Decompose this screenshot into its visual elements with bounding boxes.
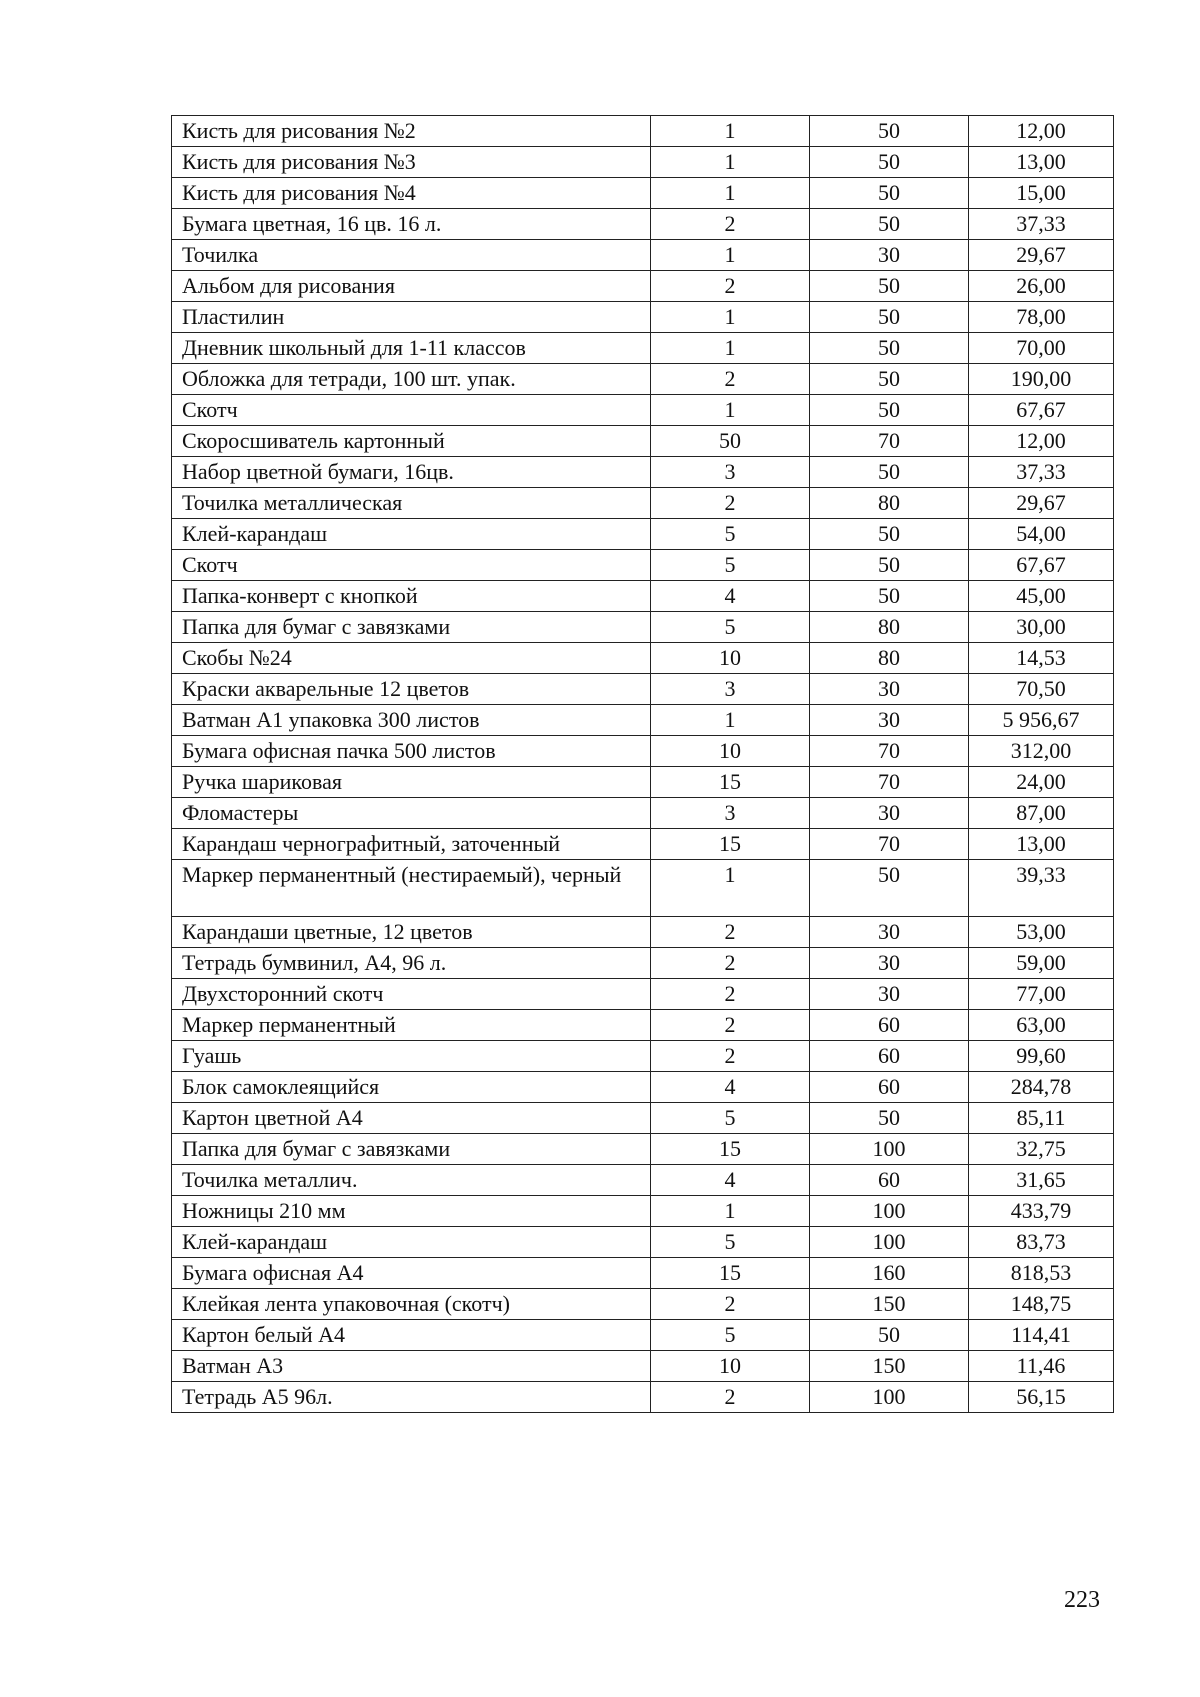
cell-norm: 150 — [810, 1289, 969, 1320]
table-row — [172, 948, 1114, 979]
cell-norm: 160 — [810, 1258, 969, 1289]
cell-quantity: 15 — [651, 767, 810, 798]
cell-item-name: Набор цветной бумаги, 16цв. — [172, 457, 651, 488]
cell-norm: 70 — [810, 736, 969, 767]
cell-norm: 30 — [810, 979, 969, 1010]
cell-price: 67,67 — [969, 550, 1114, 581]
cell-price: 14,53 — [969, 643, 1114, 674]
cell-price: 30,00 — [969, 612, 1114, 643]
cell-item-name: Пластилин — [172, 302, 651, 333]
cell-quantity: 15 — [651, 829, 810, 860]
table-row — [172, 674, 1114, 705]
cell-item-name: Папка для бумаг с завязками — [172, 612, 651, 643]
table-row — [172, 209, 1114, 240]
cell-quantity: 2 — [651, 979, 810, 1010]
table-row — [172, 1289, 1114, 1320]
cell-item-name: Ватман А3 — [172, 1351, 651, 1382]
cell-norm: 60 — [810, 1165, 969, 1196]
cell-price: 99,60 — [969, 1041, 1114, 1072]
cell-price: 32,75 — [969, 1134, 1114, 1165]
table-row — [172, 767, 1114, 798]
cell-item-name: Тетрадь бумвинил, А4, 96 л. — [172, 948, 651, 979]
cell-item-name: Папка-конверт с кнопкой — [172, 581, 651, 612]
cell-quantity: 1 — [651, 860, 810, 917]
cell-quantity: 1 — [651, 178, 810, 209]
cell-norm: 50 — [810, 209, 969, 240]
cell-quantity: 2 — [651, 917, 810, 948]
cell-norm: 50 — [810, 457, 969, 488]
table-row — [172, 364, 1114, 395]
cell-item-name: Точилка — [172, 240, 651, 271]
cell-quantity: 4 — [651, 1072, 810, 1103]
cell-quantity: 2 — [651, 1041, 810, 1072]
cell-item-name: Скотч — [172, 395, 651, 426]
table-row — [172, 426, 1114, 457]
cell-item-name: Карандаши цветные, 12 цветов — [172, 917, 651, 948]
cell-norm: 80 — [810, 488, 969, 519]
table-row — [172, 979, 1114, 1010]
cell-price: 56,15 — [969, 1382, 1114, 1413]
cell-norm: 30 — [810, 798, 969, 829]
cell-norm: 50 — [810, 519, 969, 550]
cell-price: 12,00 — [969, 116, 1114, 147]
table-row — [172, 271, 1114, 302]
cell-norm: 80 — [810, 612, 969, 643]
table-row — [172, 550, 1114, 581]
cell-norm: 50 — [810, 395, 969, 426]
cell-item-name: Дневник школьный для 1-11 классов — [172, 333, 651, 364]
table-row — [172, 581, 1114, 612]
cell-quantity: 2 — [651, 209, 810, 240]
table-row — [172, 860, 1114, 917]
cell-quantity: 50 — [651, 426, 810, 457]
table-row — [172, 917, 1114, 948]
cell-norm: 50 — [810, 147, 969, 178]
cell-norm: 70 — [810, 829, 969, 860]
cell-quantity: 1 — [651, 705, 810, 736]
cell-item-name: Папка для бумаг с завязками — [172, 1134, 651, 1165]
cell-price: 5 956,67 — [969, 705, 1114, 736]
cell-quantity: 1 — [651, 240, 810, 271]
cell-norm: 50 — [810, 1103, 969, 1134]
cell-item-name: Скотч — [172, 550, 651, 581]
cell-quantity: 2 — [651, 271, 810, 302]
cell-price: 70,50 — [969, 674, 1114, 705]
cell-item-name: Бумага офисная пачка 500 листов — [172, 736, 651, 767]
cell-quantity: 2 — [651, 1010, 810, 1041]
cell-item-name: Ножницы 210 мм — [172, 1196, 651, 1227]
cell-item-name: Скоросшиватель картонный — [172, 426, 651, 457]
cell-norm: 60 — [810, 1041, 969, 1072]
cell-item-name: Ручка шариковая — [172, 767, 651, 798]
cell-norm: 50 — [810, 116, 969, 147]
cell-item-name: Клейкая лента упаковочная (скотч) — [172, 1289, 651, 1320]
cell-norm: 30 — [810, 674, 969, 705]
cell-price: 114,41 — [969, 1320, 1114, 1351]
table-row — [172, 1320, 1114, 1351]
table-row — [172, 1010, 1114, 1041]
table-row — [172, 612, 1114, 643]
table-row — [172, 1196, 1114, 1227]
cell-quantity: 4 — [651, 1165, 810, 1196]
cell-item-name: Маркер перманентный — [172, 1010, 651, 1041]
cell-norm: 60 — [810, 1072, 969, 1103]
cell-price: 29,67 — [969, 240, 1114, 271]
cell-norm: 70 — [810, 426, 969, 457]
cell-item-name: Краски акварельные 12 цветов — [172, 674, 651, 705]
cell-price: 63,00 — [969, 1010, 1114, 1041]
table-row — [172, 116, 1114, 147]
cell-quantity: 3 — [651, 674, 810, 705]
cell-price: 312,00 — [969, 736, 1114, 767]
cell-price: 70,00 — [969, 333, 1114, 364]
cell-price: 87,00 — [969, 798, 1114, 829]
cell-item-name: Карандаш чернографитный, заточенный — [172, 829, 651, 860]
cell-quantity: 2 — [651, 948, 810, 979]
cell-price: 24,00 — [969, 767, 1114, 798]
cell-quantity: 15 — [651, 1134, 810, 1165]
cell-price: 15,00 — [969, 178, 1114, 209]
cell-quantity: 4 — [651, 581, 810, 612]
cell-item-name: Скобы №24 — [172, 643, 651, 674]
cell-norm: 50 — [810, 860, 969, 917]
cell-price: 818,53 — [969, 1258, 1114, 1289]
cell-quantity: 1 — [651, 395, 810, 426]
table-row — [172, 1227, 1114, 1258]
cell-norm: 50 — [810, 550, 969, 581]
cell-norm: 50 — [810, 364, 969, 395]
table-row — [172, 178, 1114, 209]
cell-quantity: 3 — [651, 457, 810, 488]
cell-quantity: 5 — [651, 1320, 810, 1351]
table-row — [172, 1258, 1114, 1289]
cell-norm: 100 — [810, 1196, 969, 1227]
table-row — [172, 1103, 1114, 1134]
cell-item-name: Бумага офисная А4 — [172, 1258, 651, 1289]
table-row — [172, 240, 1114, 271]
cell-quantity: 1 — [651, 147, 810, 178]
cell-norm: 50 — [810, 302, 969, 333]
cell-norm: 70 — [810, 767, 969, 798]
cell-price: 59,00 — [969, 948, 1114, 979]
cell-norm: 50 — [810, 271, 969, 302]
cell-norm: 50 — [810, 178, 969, 209]
table-row — [172, 643, 1114, 674]
cell-price: 433,79 — [969, 1196, 1114, 1227]
cell-quantity: 3 — [651, 798, 810, 829]
cell-price: 190,00 — [969, 364, 1114, 395]
cell-price: 39,33 — [969, 860, 1114, 917]
cell-norm: 100 — [810, 1382, 969, 1413]
cell-quantity: 5 — [651, 519, 810, 550]
cell-norm: 30 — [810, 917, 969, 948]
cell-norm: 50 — [810, 333, 969, 364]
cell-norm: 50 — [810, 1320, 969, 1351]
cell-item-name: Гуашь — [172, 1041, 651, 1072]
table-row — [172, 1072, 1114, 1103]
supplies-table — [171, 115, 1114, 1413]
table-row — [172, 1041, 1114, 1072]
cell-item-name: Кисть для рисования №3 — [172, 147, 651, 178]
supplies-table-body — [172, 116, 1114, 1413]
cell-quantity: 1 — [651, 333, 810, 364]
cell-price: 77,00 — [969, 979, 1114, 1010]
cell-item-name: Ватман А1 упаковка 300 листов — [172, 705, 651, 736]
cell-norm: 60 — [810, 1010, 969, 1041]
cell-quantity: 10 — [651, 1351, 810, 1382]
cell-quantity: 5 — [651, 1103, 810, 1134]
cell-price: 53,00 — [969, 917, 1114, 948]
cell-norm: 30 — [810, 240, 969, 271]
cell-item-name: Обложка для тетради, 100 шт. упак. — [172, 364, 651, 395]
cell-item-name: Фломастеры — [172, 798, 651, 829]
cell-quantity: 5 — [651, 550, 810, 581]
cell-price: 148,75 — [969, 1289, 1114, 1320]
cell-item-name: Картон цветной А4 — [172, 1103, 651, 1134]
cell-quantity: 2 — [651, 488, 810, 519]
cell-price: 13,00 — [969, 147, 1114, 178]
cell-quantity: 2 — [651, 1382, 810, 1413]
table-row — [172, 736, 1114, 767]
cell-quantity: 1 — [651, 116, 810, 147]
cell-price: 78,00 — [969, 302, 1114, 333]
cell-price: 11,46 — [969, 1351, 1114, 1382]
cell-price: 284,78 — [969, 1072, 1114, 1103]
cell-quantity: 5 — [651, 1227, 810, 1258]
cell-price: 54,00 — [969, 519, 1114, 550]
cell-price: 37,33 — [969, 457, 1114, 488]
cell-price: 31,65 — [969, 1165, 1114, 1196]
cell-item-name: Кисть для рисования №2 — [172, 116, 651, 147]
table-row — [172, 1134, 1114, 1165]
cell-norm: 30 — [810, 705, 969, 736]
cell-quantity: 2 — [651, 364, 810, 395]
table-row — [172, 798, 1114, 829]
cell-norm: 80 — [810, 643, 969, 674]
cell-price: 67,67 — [969, 395, 1114, 426]
cell-item-name: Маркер перманентный (нестираемый), черный — [172, 860, 651, 917]
table-row — [172, 395, 1114, 426]
cell-price: 13,00 — [969, 829, 1114, 860]
cell-quantity: 15 — [651, 1258, 810, 1289]
cell-price: 83,73 — [969, 1227, 1114, 1258]
cell-price: 37,33 — [969, 209, 1114, 240]
cell-norm: 50 — [810, 581, 969, 612]
cell-quantity: 1 — [651, 302, 810, 333]
cell-quantity: 5 — [651, 612, 810, 643]
cell-item-name: Блок самоклеящийся — [172, 1072, 651, 1103]
table-row — [172, 147, 1114, 178]
cell-norm: 100 — [810, 1134, 969, 1165]
cell-item-name: Картон белый А4 — [172, 1320, 651, 1351]
cell-price: 45,00 — [969, 581, 1114, 612]
cell-price: 85,11 — [969, 1103, 1114, 1134]
table-row — [172, 1165, 1114, 1196]
cell-item-name: Бумага цветная, 16 цв. 16 л. — [172, 209, 651, 240]
cell-item-name: Двухсторонний скотч — [172, 979, 651, 1010]
table-row — [172, 519, 1114, 550]
cell-item-name: Тетрадь А5 96л. — [172, 1382, 651, 1413]
cell-quantity: 1 — [651, 1196, 810, 1227]
table-row — [172, 1382, 1114, 1413]
cell-norm: 150 — [810, 1351, 969, 1382]
cell-quantity: 10 — [651, 736, 810, 767]
cell-item-name: Альбом для рисования — [172, 271, 651, 302]
table-row — [172, 829, 1114, 860]
cell-item-name: Клей-карандаш — [172, 519, 651, 550]
table-row — [172, 1351, 1114, 1382]
table-row — [172, 457, 1114, 488]
table-row — [172, 333, 1114, 364]
cell-quantity: 10 — [651, 643, 810, 674]
table-row — [172, 488, 1114, 519]
cell-price: 29,67 — [969, 488, 1114, 519]
cell-item-name: Точилка металлическая — [172, 488, 651, 519]
cell-item-name: Кисть для рисования №4 — [172, 178, 651, 209]
cell-price: 26,00 — [969, 271, 1114, 302]
cell-norm: 100 — [810, 1227, 969, 1258]
table-row — [172, 302, 1114, 333]
cell-price: 12,00 — [969, 426, 1114, 457]
cell-norm: 30 — [810, 948, 969, 979]
page-number: 223 — [1064, 1587, 1100, 1613]
cell-item-name: Клей-карандаш — [172, 1227, 651, 1258]
table-row — [172, 705, 1114, 736]
cell-item-name: Точилка металлич. — [172, 1165, 651, 1196]
cell-quantity: 2 — [651, 1289, 810, 1320]
